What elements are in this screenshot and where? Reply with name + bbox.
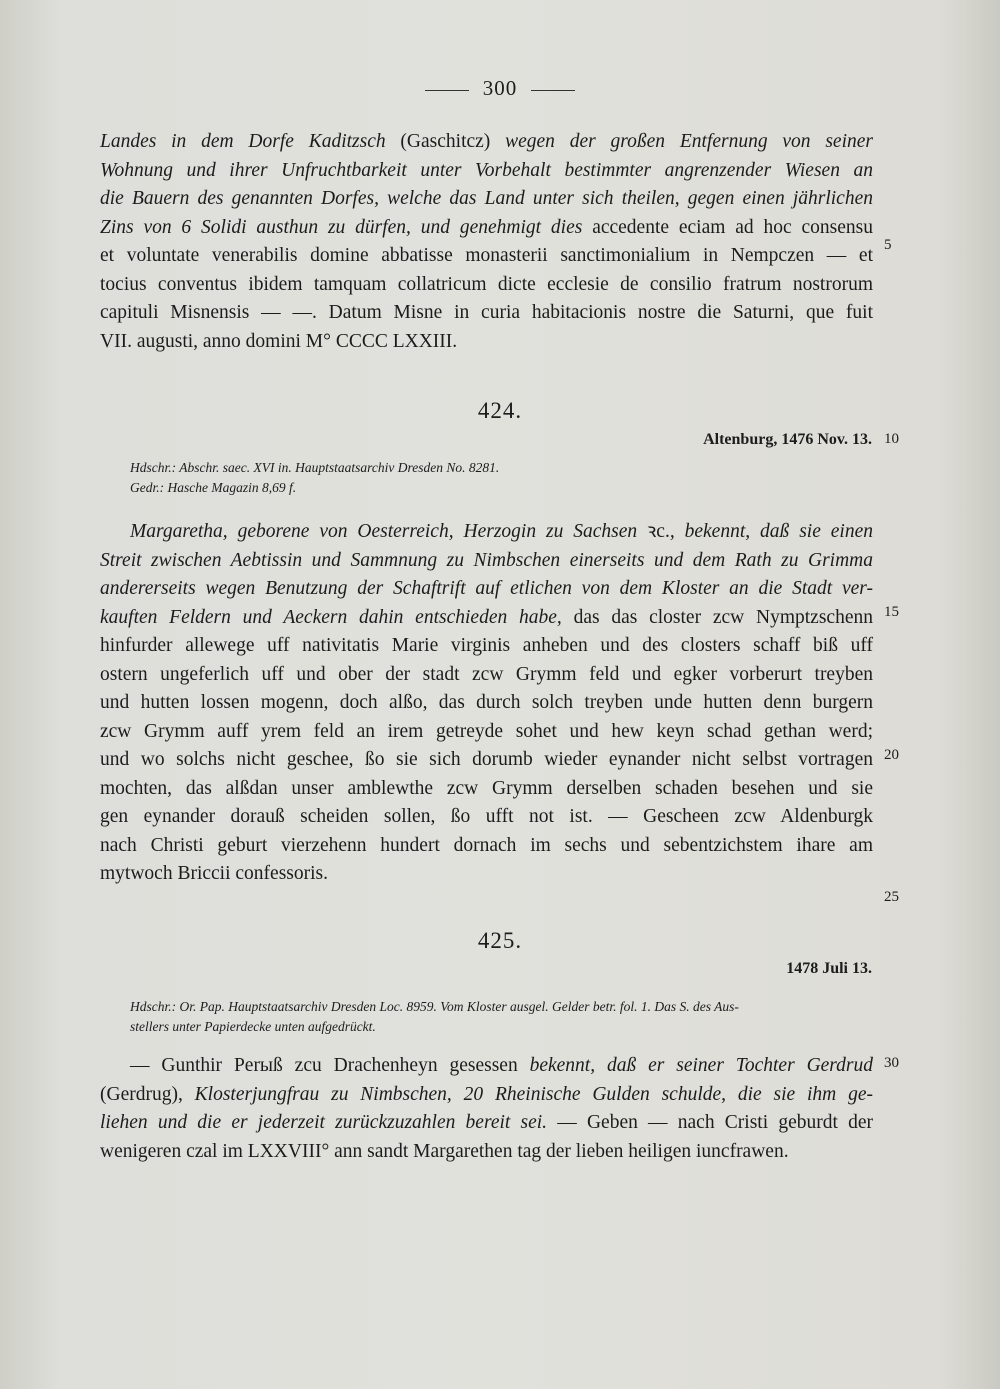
prev-doc-text [100, 128, 873, 356]
roman-span: accedente eciam ad hoc consensu [592, 216, 873, 238]
italic-span: Klosterjungfrau zu Nimbschen, 20 Rheinische Gulden schulde, die sie ihm ge- [194, 1083, 873, 1105]
line-number: 30 [884, 1055, 899, 1071]
text-line [100, 661, 873, 690]
italic-span: Zins von 6 Solidi austhun zu dürfen, und genehmigt dies [100, 216, 593, 238]
text-line [100, 128, 873, 157]
document-number-424: 424. [477, 398, 523, 423]
roman-span: tocius conventus ibidem tamquam collatricum dicte ecclesie de consilio fratrum nostrorum [100, 273, 873, 295]
text-line [100, 689, 873, 718]
line-number: 10 [884, 431, 899, 447]
source-line: Gedr.: Hasche Magazin 8,69 f. [130, 480, 297, 495]
italic-span: Margaretha, geborene von Oesterreich, Herzogin zu Sachsen [130, 521, 648, 542]
text-line [100, 718, 873, 747]
text-line [100, 271, 873, 300]
roman-span: das das closter zcw Nymptzschenn [573, 606, 873, 628]
roman-span: zcw Grymm auff yrem feld an irem getreyde sohet und hew keyn schad gethan werd; [100, 720, 873, 742]
text-line [100, 1138, 873, 1167]
text-line [100, 746, 873, 775]
text-line [100, 860, 873, 889]
doc424-text [100, 518, 873, 889]
italic-span: bekennt, daß er seiner Tochter Gerdrud [529, 1055, 874, 1076]
roman-span: gen eynander dorauß scheiden sollen, ßo ufft not ist. — Gescheen zcw Aldenburgk [100, 806, 873, 827]
roman-span: — Geben — nach Cristi geburdt der [557, 1112, 873, 1133]
italic-span: die Bauern des genannten Dorfes, welche das Land unter sich theilen, gegen einen jährlichen [100, 188, 873, 209]
roman-span: VII. augusti, anno domini M° CCCC LXXIII. [100, 330, 458, 352]
page-number [0, 76, 1000, 101]
italic-span: kauften Feldern und Aeckern dahin entschieden habe, [100, 606, 574, 628]
text-line [100, 1052, 873, 1081]
source-line: Hdschr.: Or. Pap. Hauptstaatsarchiv Dresden Loc. 8959. Vom Kloster ausgel. Gelder betr. fol. 1. Das S. des Aus- [130, 999, 739, 1014]
source-line: stellers unter Papierdecke unten aufgedrückt. [130, 1019, 376, 1034]
roman-span: ostern ungeferlich uff und ober der stadt zcw Grymm feld und egker vorberurt treyben [100, 663, 873, 685]
line-number: 20 [884, 747, 899, 763]
page-number-text: 300 [482, 76, 518, 100]
text-line [100, 547, 873, 576]
text-line [100, 518, 873, 547]
text-line [100, 299, 873, 328]
text-line [100, 185, 873, 214]
source-line: Hdschr.: Abschr. saec. XVI in. Hauptstaatsarchiv Dresden No. 8281. [130, 460, 500, 475]
text-line [100, 604, 873, 633]
rule-left [425, 90, 469, 91]
roman-span: capituli Misnensis — —. Datum Misne in curia habitacionis nostre die Saturni, que fuit [100, 302, 873, 323]
italic-span: , bekennt, daß sie einen [669, 521, 873, 542]
roman-span: (Gaschitcz) [400, 131, 506, 152]
text-line [100, 775, 873, 804]
text-line [100, 1081, 873, 1110]
roman-span: mochten, das alßdan unser amblewthe zcw Grymm derselben schaden besehen und sie [100, 777, 873, 799]
source-note-425 [130, 997, 875, 1037]
roman-span: (Gerdrug), [100, 1083, 195, 1105]
italic-span: Wohnung und ihrer Unfruchtbarkeit unter Vorbehalt bestimmter angrenzender Wiesen an [100, 159, 873, 181]
line-number: 25 [884, 889, 899, 905]
line-number: 5 [884, 237, 892, 253]
italic-span: Landes in dem Dorfe Kaditzsch [100, 131, 401, 152]
roman-span: et voluntate venerabilis domine abbatisse monasterii sanctimonialium in Nempczen — et [100, 245, 873, 266]
text-line [100, 632, 873, 661]
roman-span: ꝛc. [647, 521, 670, 542]
italic-span: liehen und die er jederzeit zurückzuzahlen bereit sei. [100, 1112, 558, 1133]
italic-span: wegen der großen Entfernung von seiner [505, 131, 873, 152]
roman-span: — Gunthir Perыß zcu Drachenheyn gesessen [130, 1055, 530, 1076]
text-line [100, 328, 873, 357]
source-note-424 [130, 458, 875, 498]
text-line [100, 575, 873, 604]
line-number: 15 [884, 604, 899, 620]
doc425-text [100, 1052, 873, 1166]
date-425: 1478 Juli 13. [786, 960, 872, 977]
roman-span: und hutten lossen mogenn, doch alßo, das durch solch treyben unde hutten denn burgern [100, 692, 873, 713]
text-line [100, 1109, 873, 1138]
roman-span: nach Christi geburt vierzehenn hundert dornach im sechs und sebentzichstem ihare am [100, 834, 873, 856]
place-date-424: Altenburg, 1476 Nov. 13. [703, 431, 872, 448]
text-line [100, 832, 873, 861]
document-number-425: 425. [477, 928, 523, 953]
rule-right [531, 90, 575, 91]
text-line [100, 242, 873, 271]
italic-span: Streit zwischen Aebtissin und Sammnung zu Nimbschen einerseits und dem Rath zu Grimma [100, 549, 873, 571]
roman-span: wenigeren czal im LXXVIII° ann sandt Margarethen tag der lieben heiligen iuncfrawen. [100, 1140, 789, 1162]
text-line [100, 157, 873, 186]
roman-span: hinfurder allewege uff nativitatis Marie virginis anheben und des closters schaff biß uff [100, 635, 873, 656]
italic-span: andererseits wegen Benutzung der Schaftrift auf etlichen von dem Kloster an die Stadt ver- [100, 578, 873, 599]
roman-span: mytwoch Briccii confessoris. [100, 863, 328, 884]
text-line [100, 803, 873, 832]
text-line [100, 214, 873, 243]
roman-span: und wo solchs nicht geschee, ßo sie sich dorumb wieder eynander nicht selbst vortragen [100, 749, 873, 770]
